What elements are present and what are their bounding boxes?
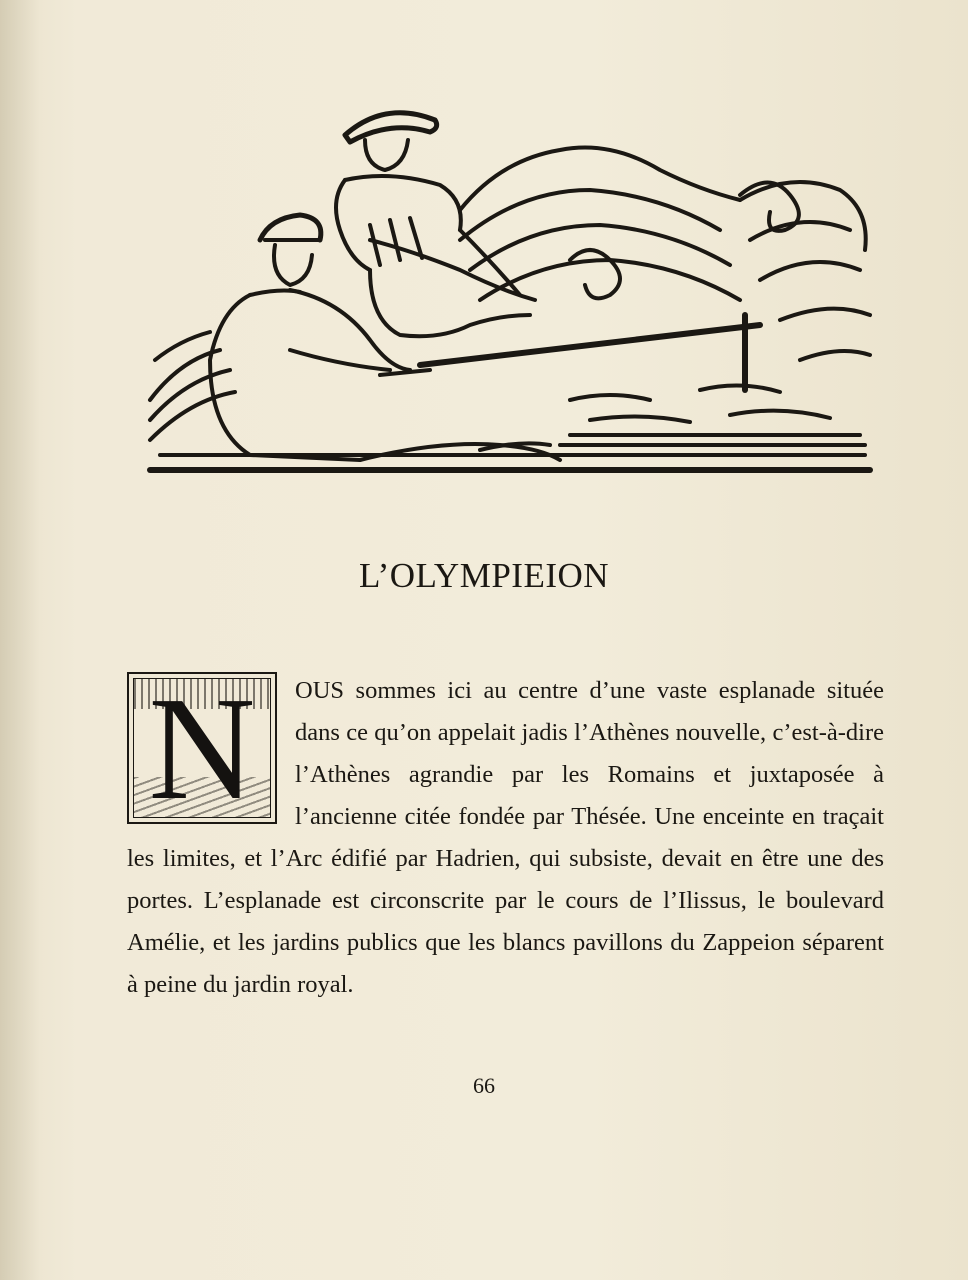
first-word: OUS — [295, 677, 345, 704]
drop-cap-letter: N — [148, 678, 256, 818]
woodcut-illustration-icon — [140, 100, 880, 485]
paragraph-text: sommes ici au centre d’une vaste esplanade située dans ce qu’on appelait jadis l’Athènes nouvelle, c’est-à-dire l’Athènes agrandie par les Romains et juxtaposée à l’ancienne citée fondée par Thésée. Une enceinte en traçait les limites, et l’Arc édifié par Hadrien, qui subsiste, devait en être une des portes. L’esplanade est circonscrite par le cours de l’Ilissus, le boulevard Amélie, et les jardins publics que les blancs pavillons du Zappeion séparent à peine du jardin royal. — [127, 677, 884, 998]
chapter-title: L’OLYMPIEION — [358, 556, 610, 595]
page-number: 66 — [473, 1073, 495, 1098]
drop-cap — [127, 672, 277, 824]
drop-cap-ornament — [133, 678, 271, 818]
body-text — [127, 670, 884, 1006]
